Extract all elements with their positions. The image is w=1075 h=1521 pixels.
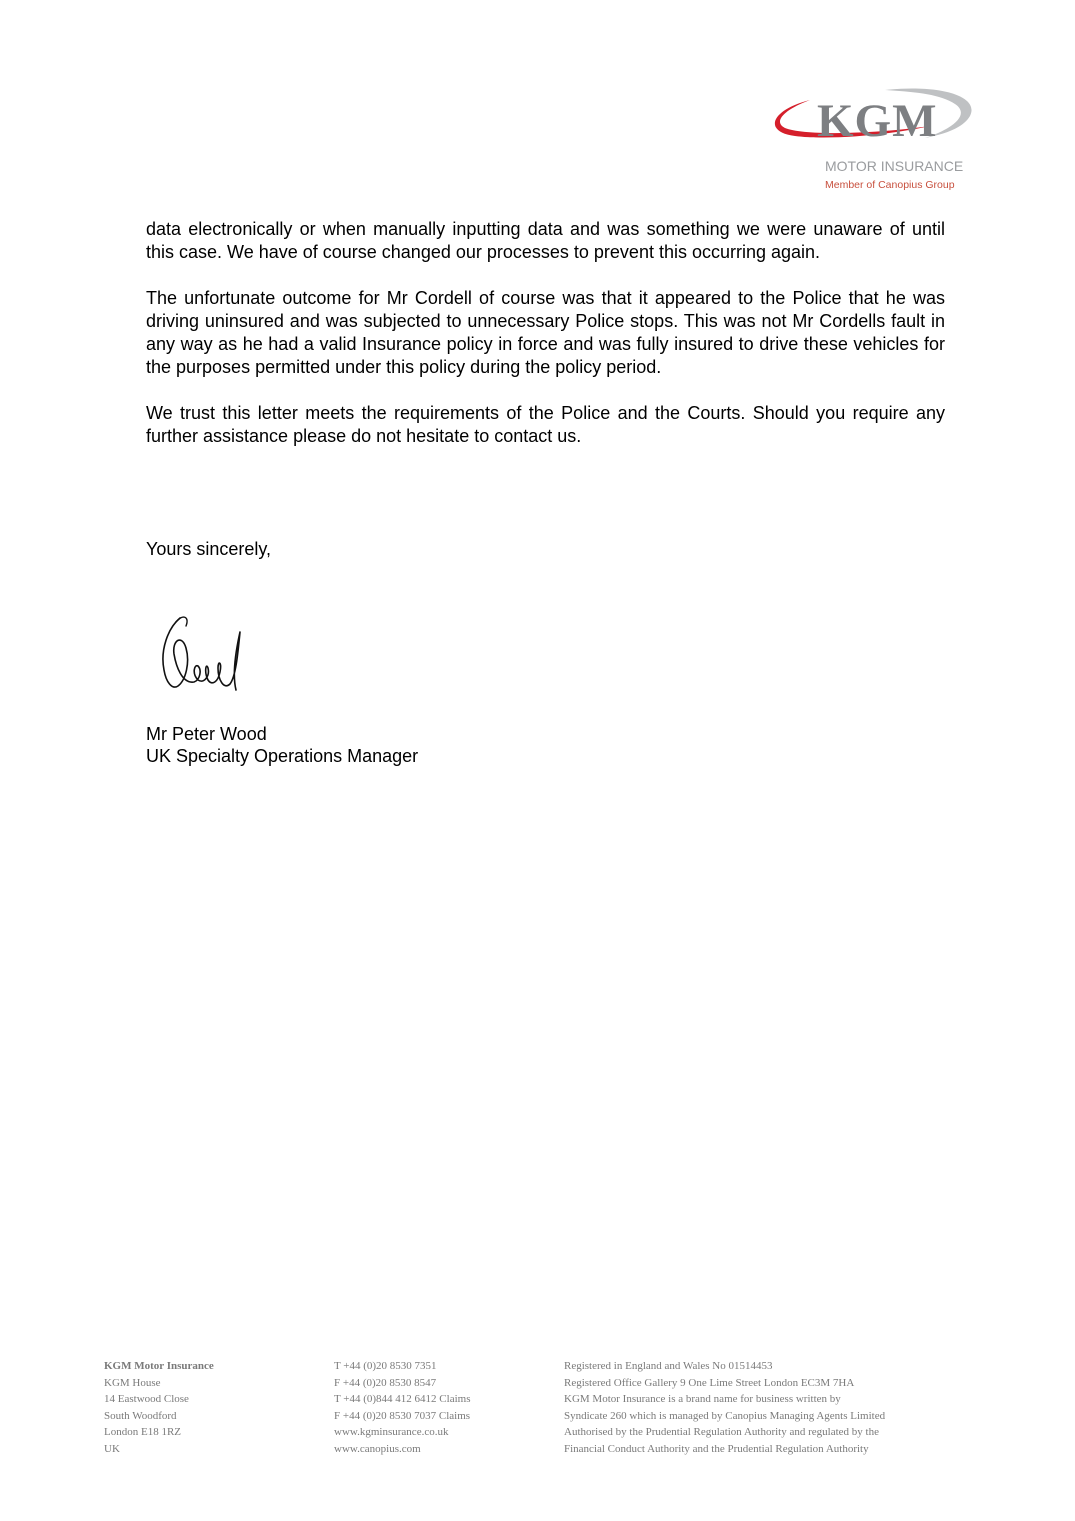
logo-member-text: Member of Canopius Group — [825, 179, 955, 191]
footer-line: Registered in England and Wales No 01514453 — [564, 1360, 773, 1372]
kgm-logo — [765, 84, 980, 199]
signer-name: Mr Peter Wood — [146, 724, 267, 744]
letter-body — [146, 218, 945, 471]
signature — [146, 610, 256, 700]
footer-line: London E18 1RZ — [104, 1426, 181, 1438]
footer-line: T +44 (0)20 8530 7351 — [334, 1360, 437, 1372]
footer-line: 14 Eastwood Close — [104, 1393, 189, 1405]
footer-line: F +44 (0)20 8530 7037 Claims — [334, 1409, 471, 1422]
footer-line: T +44 (0)844 412 6412 Claims — [334, 1393, 471, 1405]
paragraph: The unfortunate outcome for Mr Cordell of course was that it appeared to the Police that he was driving uninsured and was subjected to unnecessary Police stops. This was not Mr Cordells fault in any way as he had a valid Insurance policy in force and was fully insured to drive these vehicles for the purposes permitted under this policy during the policy period. — [146, 288, 945, 377]
paragraph: data electronically or when manually inputting data and was something we were unaware of until this case. We have of course changed our processes to prevent this occurring again. — [146, 219, 945, 262]
footer-line: Registered Office Gallery 9 One Lime Street London EC3M 7HA — [564, 1376, 855, 1389]
footer-line: Authorised by the Prudential Regulation Authority and regulated by the — [564, 1426, 879, 1438]
logo-brand-text: KGM — [817, 95, 938, 147]
footer-line: F +44 (0)20 8530 8547 — [334, 1376, 437, 1389]
closing: Yours sincerely, — [146, 539, 272, 559]
footer-line: UK — [104, 1442, 120, 1455]
footer-contact — [334, 1358, 470, 1457]
footer-line: Syndicate 260 which is managed by Canopius Managing Agents Limited — [564, 1409, 886, 1422]
footer-line: KGM House — [104, 1376, 161, 1389]
footer-company-name: KGM Motor Insurance — [104, 1360, 214, 1372]
footer-line: www.canopius.com — [334, 1442, 421, 1455]
signer-title: UK Specialty Operations Manager — [146, 746, 419, 766]
paragraph: We trust this letter meets the requirements of the Police and the Courts. Should you require any further assistance please do not hesitate to contact us. — [146, 403, 945, 446]
footer-address — [104, 1358, 214, 1457]
footer-line: Financial Conduct Authority and the Prudential Regulation Authority — [564, 1442, 869, 1455]
signature-icon — [146, 610, 256, 700]
footer-line: South Woodford — [104, 1409, 177, 1422]
footer-legal — [564, 1358, 885, 1457]
footer-line: www.kgminsurance.co.uk — [334, 1426, 449, 1438]
signer-block — [146, 723, 418, 767]
footer-line: KGM Motor Insurance is a brand name for business written by — [564, 1393, 841, 1405]
logo-subtitle: MOTOR INSURANCE — [825, 158, 964, 174]
